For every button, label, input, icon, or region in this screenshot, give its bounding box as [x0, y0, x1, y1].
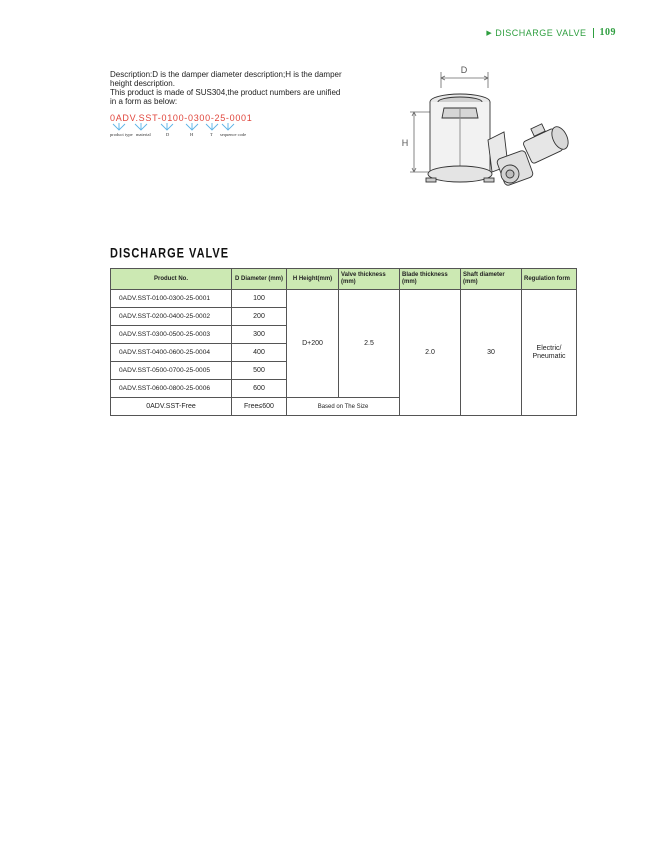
- header-blade-thickness: Blade thickness (mm): [400, 269, 461, 290]
- description-line-1: Description:D is the damper diameter description;H is the damper height description.: [110, 70, 342, 88]
- regulation-form-line-2: Pneumatic: [532, 352, 566, 360]
- product-no-cell: 0ADV.SST-0100-0300-25-0001: [111, 290, 232, 308]
- product-no-cell: 0ADV.SST-0200-0400-25-0002: [111, 308, 232, 326]
- d-diameter-cell: 100: [232, 290, 287, 308]
- header-section-title: DISCHARGE VALVE: [495, 27, 587, 38]
- section-title: DISCHARGE VALVE: [110, 246, 230, 261]
- label-d: D: [166, 132, 170, 137]
- description-line-2: This product is made of SUS304,the product numbers are unified in a form as below:: [110, 88, 341, 106]
- dimension-d-label: D: [460, 65, 468, 75]
- discharge-valve-drawing: [400, 62, 580, 212]
- header-regulation-form: Regulation form: [522, 269, 577, 290]
- shaft-diameter-cell: 30: [461, 290, 522, 416]
- d-diameter-cell: 500: [232, 362, 287, 380]
- label-sequence-code: sequence code: [220, 132, 247, 137]
- label-t: T: [210, 132, 213, 137]
- product-no-cell: 0ADV.SST-0400-0600-25-0004: [111, 344, 232, 362]
- valve-thickness-cell: 2.5: [339, 290, 400, 398]
- product-code-example: 0ADV.SST-0100-0300-25-0001: [110, 113, 253, 123]
- header-divider: [593, 28, 594, 38]
- page-number: 109: [599, 27, 616, 38]
- d-diameter-cell: 300: [232, 326, 287, 344]
- d-diameter-cell: 400: [232, 344, 287, 362]
- d-diameter-cell: 200: [232, 308, 287, 326]
- label-h: H: [190, 132, 194, 137]
- description-block: [110, 70, 345, 106]
- d-diameter-cell: Free≤600: [232, 398, 287, 416]
- header-shaft-diameter: Shaft diameter (mm): [461, 269, 522, 290]
- product-no-cell: 0ADV.SST-Free: [111, 398, 232, 416]
- play-triangle-icon: ▶: [486, 29, 493, 37]
- d-diameter-cell: 600: [232, 380, 287, 398]
- product-no-cell: 0ADV.SST-0600-0800-25-0006: [111, 380, 232, 398]
- table-row: [111, 290, 577, 308]
- regulation-form-cell: [522, 290, 577, 416]
- table-header-row: [111, 269, 577, 290]
- label-material: material: [136, 132, 151, 137]
- h-height-cell: D+200: [287, 290, 339, 398]
- header-h-height: H Height(mm): [287, 269, 339, 290]
- based-on-size-cell: Based on The Size: [287, 398, 400, 416]
- header-product-no: Product No.: [111, 269, 232, 290]
- header-valve-thickness: Valve thickness (mm): [339, 269, 400, 290]
- page-header: [486, 27, 616, 38]
- blade-thickness-cell: 2.0: [400, 290, 461, 416]
- spec-table: [110, 268, 577, 416]
- regulation-form-line-1: Electric/: [536, 344, 562, 352]
- product-no-cell: 0ADV.SST-0500-0700-25-0005: [111, 362, 232, 380]
- dimension-h-label: H: [401, 138, 409, 148]
- product-no-cell: 0ADV.SST-0300-0500-25-0003: [111, 326, 232, 344]
- label-product-type: product type: [110, 132, 133, 137]
- header-d-diameter: D Diameter (mm): [232, 269, 287, 290]
